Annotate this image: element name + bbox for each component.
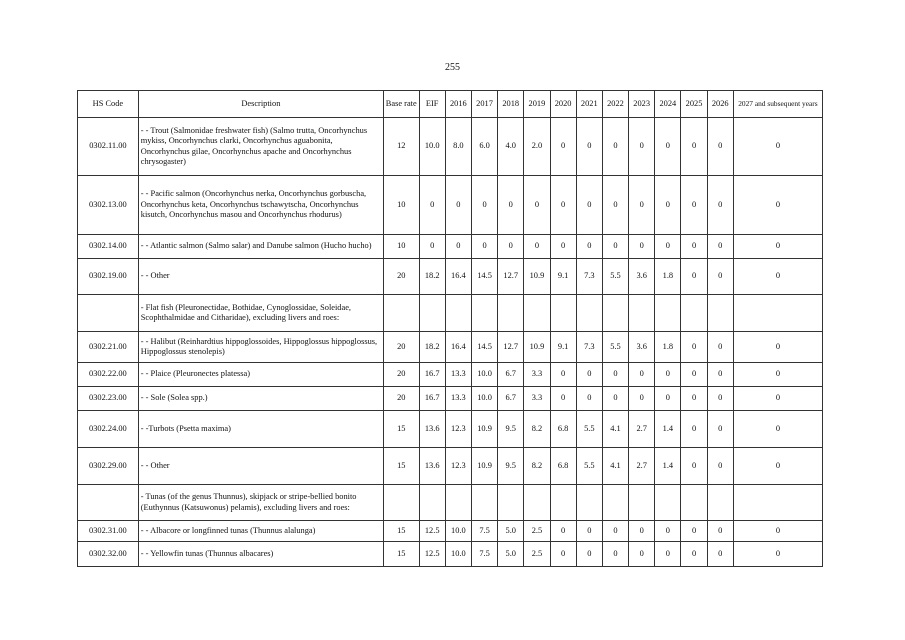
rate-cell-2024: 0 bbox=[655, 542, 681, 567]
rate-cell-2016 bbox=[445, 485, 471, 521]
description-cell: - Tunas (of the genus Thunnus), skipjack or stripe-bellied bonito (Euthynnus (Katsuwonus) pelamis), excluding livers and roes: bbox=[138, 485, 383, 521]
table-row bbox=[78, 387, 823, 411]
rate-cell-2026 bbox=[707, 295, 733, 332]
rate-cell-2026: 0 bbox=[707, 521, 733, 542]
rate-cell-2019 bbox=[524, 295, 550, 332]
rate-cell-eif: 0 bbox=[419, 176, 445, 235]
rate-cell-2025: 0 bbox=[681, 118, 707, 176]
rate-cell-2020: 0 bbox=[550, 542, 576, 567]
base-rate-cell: 12 bbox=[383, 118, 419, 176]
hs-code-cell: 0302.24.00 bbox=[78, 411, 139, 448]
rate-cell-2021: 0 bbox=[576, 176, 602, 235]
rate-cell-2027-onward: 0 bbox=[733, 235, 822, 259]
rate-cell-2020: 9.1 bbox=[550, 332, 576, 363]
base-rate-cell: 10 bbox=[383, 235, 419, 259]
rate-cell-2022: 0 bbox=[602, 387, 628, 411]
rate-cell-eif: 13.6 bbox=[419, 411, 445, 448]
description-cell: - - Other bbox=[138, 259, 383, 295]
header-year-2022: 2022 bbox=[602, 91, 628, 118]
description-cell: - - Yellowfin tunas (Thunnus albacares) bbox=[138, 542, 383, 567]
rate-cell-2026: 0 bbox=[707, 387, 733, 411]
header-year-2027-and-subsequent: 2027 and subsequent years bbox=[733, 91, 822, 118]
hs-code-cell: 0302.32.00 bbox=[78, 542, 139, 567]
rate-cell-eif: 12.5 bbox=[419, 521, 445, 542]
base-rate-cell: 20 bbox=[383, 387, 419, 411]
header-row bbox=[78, 91, 823, 118]
hs-code-cell: 0302.19.00 bbox=[78, 259, 139, 295]
rate-cell-2025 bbox=[681, 485, 707, 521]
hs-code-cell: 0302.22.00 bbox=[78, 363, 139, 387]
rate-cell-2022: 5.5 bbox=[602, 332, 628, 363]
rate-cell-2025: 0 bbox=[681, 411, 707, 448]
rate-cell-2019 bbox=[524, 485, 550, 521]
rate-cell-2018: 4.0 bbox=[498, 118, 524, 176]
rate-cell-2027-onward bbox=[733, 485, 822, 521]
rate-cell-eif bbox=[419, 485, 445, 521]
header-year-2025: 2025 bbox=[681, 91, 707, 118]
rate-cell-2024 bbox=[655, 485, 681, 521]
rate-cell-2022: 0 bbox=[602, 363, 628, 387]
base-rate-cell bbox=[383, 295, 419, 332]
rate-cell-2018: 0 bbox=[498, 176, 524, 235]
rate-cell-2021: 0 bbox=[576, 363, 602, 387]
hs-code-cell: 0302.23.00 bbox=[78, 387, 139, 411]
base-rate-cell: 20 bbox=[383, 363, 419, 387]
rate-cell-2022: 0 bbox=[602, 521, 628, 542]
rate-cell-2019: 3.3 bbox=[524, 387, 550, 411]
base-rate-cell: 15 bbox=[383, 448, 419, 485]
rate-cell-2018: 12.7 bbox=[498, 332, 524, 363]
hs-code-cell: 0302.31.00 bbox=[78, 521, 139, 542]
rate-cell-2019: 2.0 bbox=[524, 118, 550, 176]
header-year-2023: 2023 bbox=[629, 91, 655, 118]
rate-cell-2021: 7.3 bbox=[576, 259, 602, 295]
rate-cell-2018: 12.7 bbox=[498, 259, 524, 295]
table-row bbox=[78, 448, 823, 485]
rate-cell-2021 bbox=[576, 295, 602, 332]
rate-cell-2016: 10.0 bbox=[445, 521, 471, 542]
header-base-rate: Base rate bbox=[383, 91, 419, 118]
rate-cell-2016: 0 bbox=[445, 235, 471, 259]
rate-cell-2019: 8.2 bbox=[524, 448, 550, 485]
description-cell: - - Halibut (Reinhardtius hippoglossoides, Hippoglossus hippoglossus, Hippoglossus stenolepis) bbox=[138, 332, 383, 363]
rate-cell-2024: 1.4 bbox=[655, 448, 681, 485]
rate-cell-2023: 0 bbox=[629, 363, 655, 387]
rate-cell-2026 bbox=[707, 485, 733, 521]
rate-cell-2021: 0 bbox=[576, 387, 602, 411]
rate-cell-2024: 1.8 bbox=[655, 259, 681, 295]
rate-cell-2020: 9.1 bbox=[550, 259, 576, 295]
hs-code-cell bbox=[78, 295, 139, 332]
rate-cell-eif: 18.2 bbox=[419, 332, 445, 363]
rate-cell-2023: 0 bbox=[629, 176, 655, 235]
rate-cell-2017: 7.5 bbox=[471, 521, 497, 542]
rate-cell-eif: 16.7 bbox=[419, 363, 445, 387]
rate-cell-eif: 18.2 bbox=[419, 259, 445, 295]
table-row bbox=[78, 332, 823, 363]
rate-cell-2020: 0 bbox=[550, 235, 576, 259]
rate-cell-2022: 4.1 bbox=[602, 411, 628, 448]
table-row bbox=[78, 411, 823, 448]
description-cell: - - Sole (Solea spp.) bbox=[138, 387, 383, 411]
rate-cell-2016 bbox=[445, 295, 471, 332]
rate-cell-2017: 14.5 bbox=[471, 332, 497, 363]
rate-cell-2021: 0 bbox=[576, 521, 602, 542]
header-year-2021: 2021 bbox=[576, 91, 602, 118]
rate-cell-2026: 0 bbox=[707, 118, 733, 176]
description-cell: - - Atlantic salmon (Salmo salar) and Danube salmon (Hucho hucho) bbox=[138, 235, 383, 259]
rate-cell-2017: 7.5 bbox=[471, 542, 497, 567]
rate-cell-2018: 6.7 bbox=[498, 387, 524, 411]
tariff-schedule-table bbox=[77, 90, 823, 567]
rate-cell-2021: 0 bbox=[576, 118, 602, 176]
table-row bbox=[78, 542, 823, 567]
page-number: 255 bbox=[445, 62, 460, 73]
hs-code-cell: 0302.29.00 bbox=[78, 448, 139, 485]
rate-cell-2027-onward: 0 bbox=[733, 363, 822, 387]
rate-cell-2019: 0 bbox=[524, 176, 550, 235]
rate-cell-2017: 14.5 bbox=[471, 259, 497, 295]
header-eif: EIF bbox=[419, 91, 445, 118]
rate-cell-2026: 0 bbox=[707, 411, 733, 448]
table-row bbox=[78, 363, 823, 387]
rate-cell-2016: 13.3 bbox=[445, 363, 471, 387]
rate-cell-2021: 5.5 bbox=[576, 411, 602, 448]
rate-cell-2022: 5.5 bbox=[602, 259, 628, 295]
rate-cell-2022 bbox=[602, 295, 628, 332]
rate-cell-2019: 10.9 bbox=[524, 259, 550, 295]
rate-cell-2025 bbox=[681, 295, 707, 332]
header-year-2026: 2026 bbox=[707, 91, 733, 118]
rate-cell-2021 bbox=[576, 485, 602, 521]
base-rate-cell bbox=[383, 485, 419, 521]
rate-cell-2024: 1.4 bbox=[655, 411, 681, 448]
rate-cell-eif: 10.0 bbox=[419, 118, 445, 176]
rate-cell-2018 bbox=[498, 295, 524, 332]
rate-cell-2019: 2.5 bbox=[524, 542, 550, 567]
rate-cell-2020: 0 bbox=[550, 363, 576, 387]
description-cell: - -Turbots (Psetta maxima) bbox=[138, 411, 383, 448]
rate-cell-2026: 0 bbox=[707, 542, 733, 567]
rate-cell-2025: 0 bbox=[681, 235, 707, 259]
rate-cell-2021: 7.3 bbox=[576, 332, 602, 363]
rate-cell-2023: 2.7 bbox=[629, 411, 655, 448]
rate-cell-2024: 0 bbox=[655, 235, 681, 259]
rate-cell-2023: 0 bbox=[629, 521, 655, 542]
table-row bbox=[78, 521, 823, 542]
rate-cell-2024: 0 bbox=[655, 118, 681, 176]
table-row bbox=[78, 118, 823, 176]
rate-cell-2024: 0 bbox=[655, 363, 681, 387]
rate-cell-2018: 9.5 bbox=[498, 411, 524, 448]
table-row bbox=[78, 295, 823, 332]
rate-cell-2016: 0 bbox=[445, 176, 471, 235]
rate-cell-2024: 1.8 bbox=[655, 332, 681, 363]
rate-cell-2022: 0 bbox=[602, 235, 628, 259]
description-cell: - - Plaice (Pleuronectes platessa) bbox=[138, 363, 383, 387]
table-row bbox=[78, 485, 823, 521]
rate-cell-2021: 0 bbox=[576, 235, 602, 259]
rate-cell-2023 bbox=[629, 485, 655, 521]
rate-cell-2027-onward bbox=[733, 295, 822, 332]
rate-cell-eif: 12.5 bbox=[419, 542, 445, 567]
description-cell: - - Albacore or longfinned tunas (Thunnus alalunga) bbox=[138, 521, 383, 542]
rate-cell-2020: 0 bbox=[550, 387, 576, 411]
rate-cell-2018: 5.0 bbox=[498, 521, 524, 542]
hs-code-cell: 0302.21.00 bbox=[78, 332, 139, 363]
rate-cell-2020 bbox=[550, 295, 576, 332]
rate-cell-2019: 10.9 bbox=[524, 332, 550, 363]
rate-cell-2020: 0 bbox=[550, 118, 576, 176]
rate-cell-2021: 5.5 bbox=[576, 448, 602, 485]
rate-cell-2026: 0 bbox=[707, 448, 733, 485]
rate-cell-2017: 10.9 bbox=[471, 411, 497, 448]
rate-cell-2016: 16.4 bbox=[445, 259, 471, 295]
rate-cell-2016: 8.0 bbox=[445, 118, 471, 176]
base-rate-cell: 15 bbox=[383, 521, 419, 542]
description-cell: - - Trout (Salmonidae freshwater fish) (Salmo trutta, Oncorhynchus mykiss, Oncorhynchus clarki, Oncorhynchus aguabonita, Oncorhynchus gilae, Oncorhynchus apache and Oncorhynchus chrysogaster) bbox=[138, 118, 383, 176]
base-rate-cell: 10 bbox=[383, 176, 419, 235]
base-rate-cell: 15 bbox=[383, 542, 419, 567]
hs-code-cell: 0302.14.00 bbox=[78, 235, 139, 259]
rate-cell-eif: 0 bbox=[419, 235, 445, 259]
rate-cell-2022: 0 bbox=[602, 118, 628, 176]
rate-cell-2024: 0 bbox=[655, 387, 681, 411]
rate-cell-2018: 6.7 bbox=[498, 363, 524, 387]
rate-cell-2017 bbox=[471, 485, 497, 521]
rate-cell-2027-onward: 0 bbox=[733, 259, 822, 295]
rate-cell-2023: 3.6 bbox=[629, 332, 655, 363]
rate-cell-2021: 0 bbox=[576, 542, 602, 567]
rate-cell-eif bbox=[419, 295, 445, 332]
rate-cell-2016: 12.3 bbox=[445, 448, 471, 485]
rate-cell-2017: 0 bbox=[471, 235, 497, 259]
rate-cell-2026: 0 bbox=[707, 363, 733, 387]
hs-code-cell: 0302.11.00 bbox=[78, 118, 139, 176]
rate-cell-2019: 0 bbox=[524, 235, 550, 259]
rate-cell-2020: 0 bbox=[550, 521, 576, 542]
description-cell: - Flat fish (Pleuronectidae, Bothidae, Cynoglossidae, Soleidae, Scophthalmidae and Citharidae), excluding livers and roes: bbox=[138, 295, 383, 332]
rate-cell-2024: 0 bbox=[655, 521, 681, 542]
rate-cell-2023: 2.7 bbox=[629, 448, 655, 485]
description-cell: - - Other bbox=[138, 448, 383, 485]
rate-cell-2027-onward: 0 bbox=[733, 448, 822, 485]
rate-cell-2020 bbox=[550, 485, 576, 521]
rate-cell-2027-onward: 0 bbox=[733, 176, 822, 235]
rate-cell-2019: 8.2 bbox=[524, 411, 550, 448]
hs-code-cell: 0302.13.00 bbox=[78, 176, 139, 235]
rate-cell-2022 bbox=[602, 485, 628, 521]
rate-cell-2027-onward: 0 bbox=[733, 332, 822, 363]
rate-cell-2018 bbox=[498, 485, 524, 521]
rate-cell-2017: 10.0 bbox=[471, 363, 497, 387]
hs-code-cell bbox=[78, 485, 139, 521]
table-row bbox=[78, 259, 823, 295]
rate-cell-2022: 0 bbox=[602, 176, 628, 235]
rate-cell-eif: 13.6 bbox=[419, 448, 445, 485]
rate-cell-2023: 0 bbox=[629, 118, 655, 176]
rate-cell-2020: 6.8 bbox=[550, 411, 576, 448]
rate-cell-2016: 13.3 bbox=[445, 387, 471, 411]
rate-cell-2019: 3.3 bbox=[524, 363, 550, 387]
rate-cell-2025: 0 bbox=[681, 332, 707, 363]
rate-cell-2016: 12.3 bbox=[445, 411, 471, 448]
rate-cell-2025: 0 bbox=[681, 521, 707, 542]
table-row bbox=[78, 235, 823, 259]
rate-cell-2027-onward: 0 bbox=[733, 542, 822, 567]
rate-cell-2026: 0 bbox=[707, 332, 733, 363]
base-rate-cell: 15 bbox=[383, 411, 419, 448]
rate-cell-2020: 6.8 bbox=[550, 448, 576, 485]
rate-cell-2027-onward: 0 bbox=[733, 411, 822, 448]
header-description: Description bbox=[138, 91, 383, 118]
header-year-2018: 2018 bbox=[498, 91, 524, 118]
header-year-2024: 2024 bbox=[655, 91, 681, 118]
rate-cell-2026: 0 bbox=[707, 259, 733, 295]
rate-cell-2023: 3.6 bbox=[629, 259, 655, 295]
rate-cell-2027-onward: 0 bbox=[733, 118, 822, 176]
rate-cell-2017: 0 bbox=[471, 176, 497, 235]
rate-cell-2025: 0 bbox=[681, 542, 707, 567]
rate-cell-2025: 0 bbox=[681, 259, 707, 295]
rate-cell-2026: 0 bbox=[707, 235, 733, 259]
rate-cell-2018: 9.5 bbox=[498, 448, 524, 485]
table-row bbox=[78, 176, 823, 235]
rate-cell-2018: 5.0 bbox=[498, 542, 524, 567]
base-rate-cell: 20 bbox=[383, 332, 419, 363]
rate-cell-eif: 16.7 bbox=[419, 387, 445, 411]
rate-cell-2025: 0 bbox=[681, 387, 707, 411]
rate-cell-2025: 0 bbox=[681, 176, 707, 235]
rate-cell-2023: 0 bbox=[629, 542, 655, 567]
rate-cell-2022: 0 bbox=[602, 542, 628, 567]
header-year-2019: 2019 bbox=[524, 91, 550, 118]
rate-cell-2025: 0 bbox=[681, 363, 707, 387]
rate-cell-2022: 4.1 bbox=[602, 448, 628, 485]
rate-cell-2027-onward: 0 bbox=[733, 521, 822, 542]
header-hs-code: HS Code bbox=[78, 91, 139, 118]
rate-cell-2016: 16.4 bbox=[445, 332, 471, 363]
description-cell: - - Pacific salmon (Oncorhynchus nerka, Oncorhynchus gorbuscha, Oncorhynchus keta, Oncorhynchus tschawytscha, Oncorhynchus kisutch, Oncorhynchus masou and Oncorhynchus rhodurus) bbox=[138, 176, 383, 235]
rate-cell-2025: 0 bbox=[681, 448, 707, 485]
rate-cell-2023: 0 bbox=[629, 235, 655, 259]
rate-cell-2024: 0 bbox=[655, 176, 681, 235]
rate-cell-2018: 0 bbox=[498, 235, 524, 259]
rate-cell-2019: 2.5 bbox=[524, 521, 550, 542]
rate-cell-2023: 0 bbox=[629, 387, 655, 411]
rate-cell-2026: 0 bbox=[707, 176, 733, 235]
rate-cell-2017: 10.9 bbox=[471, 448, 497, 485]
rate-cell-2017: 6.0 bbox=[471, 118, 497, 176]
header-year-2017: 2017 bbox=[471, 91, 497, 118]
rate-cell-2017 bbox=[471, 295, 497, 332]
rate-cell-2020: 0 bbox=[550, 176, 576, 235]
base-rate-cell: 20 bbox=[383, 259, 419, 295]
header-year-2016: 2016 bbox=[445, 91, 471, 118]
rate-cell-2016: 10.0 bbox=[445, 542, 471, 567]
rate-cell-2023 bbox=[629, 295, 655, 332]
rate-cell-2017: 10.0 bbox=[471, 387, 497, 411]
rate-cell-2027-onward: 0 bbox=[733, 387, 822, 411]
rate-cell-2024 bbox=[655, 295, 681, 332]
header-year-2020: 2020 bbox=[550, 91, 576, 118]
